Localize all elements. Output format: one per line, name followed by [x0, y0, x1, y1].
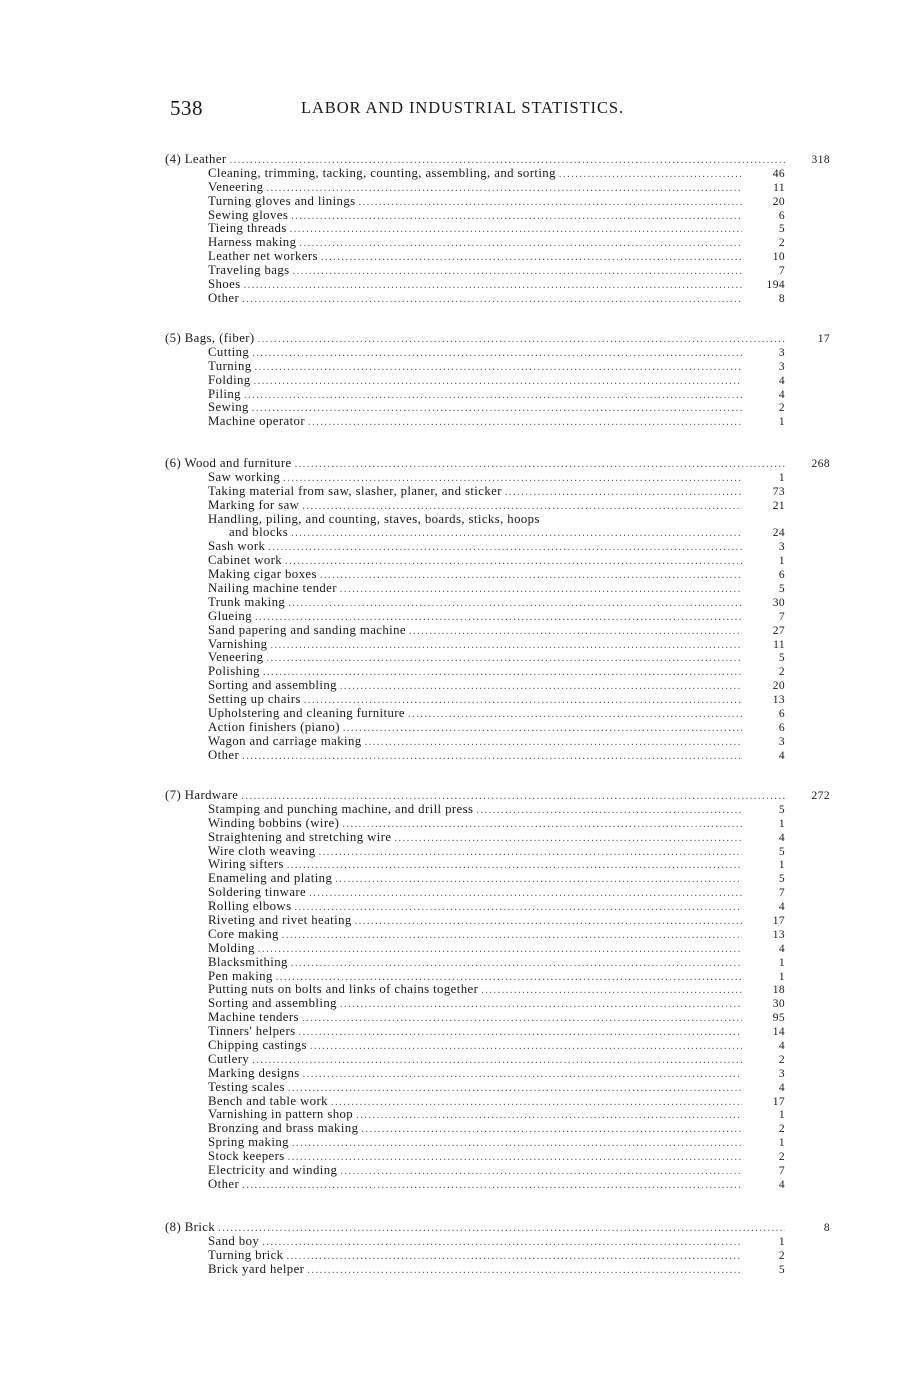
section-heading: (4) Leather — [165, 152, 227, 166]
worker-count: 1 — [778, 555, 785, 568]
table-row — [165, 209, 830, 223]
worker-count: 5 — [778, 223, 785, 236]
section-heading: (6) Wood and furniture — [165, 456, 292, 470]
worker-count: 20 — [772, 195, 785, 208]
dot-leader — [292, 1137, 742, 1151]
section-total: 318 — [811, 154, 830, 166]
occupation-label: Stamping and punching machine, and drill press — [208, 801, 474, 816]
table-row — [165, 388, 830, 402]
dot-leader — [244, 389, 742, 403]
occupation-label: Pen making — [208, 968, 273, 983]
worker-count: 11 — [773, 181, 785, 194]
worker-count: 7 — [778, 887, 785, 900]
worker-count: 4 — [778, 749, 785, 762]
occupation-label: Setting up chairs — [208, 692, 301, 707]
occupation-label: Folding — [208, 372, 251, 387]
dot-leader — [288, 1151, 742, 1165]
worker-count: 4 — [778, 1040, 785, 1053]
table-row — [165, 665, 830, 679]
dot-leader — [294, 901, 742, 915]
section — [165, 153, 830, 306]
dot-leader — [355, 915, 742, 929]
worker-count: 46 — [772, 167, 785, 180]
occupation-label: Spring making — [208, 1135, 289, 1150]
dot-leader — [408, 708, 742, 722]
occupation-label: Sand boy — [208, 1233, 260, 1248]
occupation-label: Core making — [208, 926, 279, 941]
occupation-label: Sash work — [208, 539, 266, 554]
worker-count: 2 — [778, 1249, 785, 1262]
worker-count: 3 — [778, 541, 785, 554]
worker-count: 7 — [778, 610, 785, 623]
table-row — [165, 292, 830, 306]
worker-count: 2 — [778, 1151, 785, 1164]
table-row — [165, 831, 830, 845]
occupation-label: Sewing — [208, 400, 249, 415]
occupation-label: Machine operator — [208, 414, 306, 429]
occupation-label: Glueing — [208, 608, 253, 623]
section-heading-row — [165, 789, 830, 803]
dot-leader — [342, 818, 742, 832]
dot-leader — [262, 1236, 742, 1250]
occupation-label: Wagon and carriage making — [208, 733, 362, 748]
occupation-label: Veneering — [208, 179, 264, 194]
table-row — [165, 1108, 830, 1122]
occupation-label: Trunk making — [208, 594, 286, 609]
table-row-continuation — [165, 526, 830, 540]
worker-count: 5 — [778, 1263, 785, 1276]
occupation-label: Sand papering and sanding machine — [208, 622, 406, 637]
section-heading-row — [165, 1221, 830, 1235]
worker-count: 5 — [778, 845, 785, 858]
section-total: 17 — [817, 333, 830, 345]
table-row — [165, 651, 830, 665]
dot-leader — [285, 555, 742, 569]
worker-count: 14 — [772, 1026, 785, 1039]
occupation-label: Blacksmithing — [208, 954, 288, 969]
table-row — [165, 1122, 830, 1136]
worker-count: 11 — [773, 638, 785, 651]
worker-count: 6 — [778, 721, 785, 734]
occupation-label: Harness making — [208, 235, 297, 250]
section — [165, 789, 830, 1192]
worker-count: 4 — [778, 901, 785, 914]
table-row — [165, 236, 830, 250]
dot-leader — [282, 929, 742, 943]
table-row — [165, 803, 830, 817]
dot-leader — [291, 210, 742, 224]
dot-leader — [331, 1096, 742, 1110]
table-row — [165, 278, 830, 292]
worker-count: 3 — [778, 346, 785, 359]
table-row — [165, 513, 830, 527]
occupation-label: Stock keepers — [208, 1149, 285, 1164]
section-heading-row — [165, 153, 830, 167]
occupation-label: Wiring sifters — [208, 857, 284, 872]
dot-leader — [409, 625, 742, 639]
worker-count: 7 — [778, 1165, 785, 1178]
table-row — [165, 1136, 830, 1150]
table-row — [165, 1011, 830, 1025]
dot-leader — [340, 998, 742, 1012]
worker-count: 4 — [778, 1178, 785, 1191]
worker-count: 73 — [772, 485, 785, 498]
worker-count: 1 — [778, 471, 785, 484]
table-row — [165, 1067, 830, 1081]
occupation-label: Machine tenders — [208, 1010, 299, 1025]
table-row — [165, 817, 830, 831]
dot-leader — [319, 846, 742, 860]
occupation-label: Bench and table work — [208, 1093, 328, 1108]
table-row — [165, 1249, 830, 1263]
section — [165, 1221, 830, 1277]
dot-leader — [307, 1264, 742, 1278]
worker-count: 24 — [772, 527, 785, 540]
occupation-label: Sorting and assembling — [208, 678, 337, 693]
table-row — [165, 471, 830, 485]
dot-leader — [340, 680, 742, 694]
occupation-label: Cleaning, trimming, tacking, counting, assembling, and sorting — [208, 165, 556, 180]
occupation-label: Upholstering and cleaning furniture — [208, 706, 406, 721]
worker-count: 17 — [772, 1095, 785, 1108]
dot-leader — [255, 361, 742, 375]
table-row — [165, 679, 830, 693]
section-heading: (7) Hardware — [165, 788, 239, 802]
dot-leader — [302, 1012, 742, 1026]
table-row — [165, 735, 830, 749]
occupation-label: Turning — [208, 358, 252, 373]
dot-leader — [258, 333, 785, 347]
table-row — [165, 610, 830, 624]
dot-leader — [340, 583, 742, 597]
dot-leader — [218, 1222, 785, 1236]
table-row — [165, 970, 830, 984]
dot-leader — [343, 722, 742, 736]
worker-count: 6 — [778, 708, 785, 721]
table-row — [165, 485, 830, 499]
table-row — [165, 721, 830, 735]
worker-count: 1 — [778, 956, 785, 969]
dot-leader — [291, 527, 742, 541]
worker-count: 5 — [778, 873, 785, 886]
worker-count: 4 — [778, 388, 785, 401]
occupation-label: Taking material from saw, slasher, planer, and sticker — [208, 483, 502, 498]
dot-leader — [365, 736, 742, 750]
occupation-label: Wire cloth weaving — [208, 843, 316, 858]
worker-count: 4 — [778, 374, 785, 387]
worker-count: 10 — [772, 251, 785, 264]
table-row — [165, 872, 830, 886]
table-row — [165, 997, 830, 1011]
worker-count: 5 — [778, 803, 785, 816]
worker-count: 2 — [778, 666, 785, 679]
section-heading: (8) Brick — [165, 1220, 216, 1234]
table-row — [165, 1263, 830, 1277]
section-total: 268 — [811, 458, 830, 470]
worker-count: 3 — [778, 735, 785, 748]
dot-leader — [394, 832, 742, 846]
table-row — [165, 1178, 830, 1192]
dot-leader — [270, 639, 742, 653]
occupation-label: Marking designs — [208, 1065, 300, 1080]
table-row — [165, 360, 830, 374]
worker-count: 6 — [778, 569, 785, 582]
dot-leader — [242, 293, 742, 307]
occupation-label: Turning gloves and linings — [208, 193, 356, 208]
table-row — [165, 554, 830, 568]
dot-leader — [320, 569, 742, 583]
worker-count: 30 — [772, 998, 785, 1011]
worker-count: 194 — [766, 279, 785, 292]
occupation-label: Turning brick — [208, 1247, 284, 1262]
worker-count: 27 — [772, 624, 785, 637]
occupation-label: Other — [208, 290, 240, 305]
section-heading-row — [165, 332, 830, 346]
occupation-label: Making cigar boxes — [208, 567, 317, 582]
occupation-label: Bronzing and brass making — [208, 1121, 359, 1136]
worker-count: 1 — [778, 970, 785, 983]
dot-leader — [476, 804, 742, 818]
occupation-label: Shoes — [208, 277, 241, 292]
table-row — [165, 1164, 830, 1178]
worker-count: 17 — [772, 915, 785, 928]
worker-count: 13 — [772, 928, 785, 941]
occupation-label: Handling, piling, and counting, staves, boards, sticks, hoops — [208, 511, 540, 526]
dot-leader — [481, 984, 742, 998]
worker-count: 2 — [778, 402, 785, 415]
occupation-label: Varnishing in pattern shop — [208, 1107, 354, 1122]
worker-count: 4 — [778, 831, 785, 844]
table-row — [165, 346, 830, 360]
occupation-label: Tieing threads — [208, 221, 287, 236]
dot-leader — [340, 1165, 742, 1179]
worker-count: 21 — [772, 499, 785, 512]
occupation-label: Soldering tinware — [208, 885, 307, 900]
worker-count: 3 — [778, 360, 785, 373]
dot-leader — [287, 859, 742, 873]
dot-leader — [268, 541, 742, 555]
table-row — [165, 1081, 830, 1095]
table-row — [165, 983, 830, 997]
section-total: 8 — [823, 1222, 830, 1234]
occupation-label: Leather net workers — [208, 249, 318, 264]
dot-leader — [242, 1179, 742, 1193]
worker-count: 4 — [778, 1081, 785, 1094]
section — [165, 457, 830, 763]
dot-leader — [252, 402, 742, 416]
table-row — [165, 250, 830, 264]
worker-count: 5 — [778, 652, 785, 665]
table-row — [165, 374, 830, 388]
section-heading: (5) Bags, (fiber) — [165, 331, 255, 345]
table-row — [165, 956, 830, 970]
occupation-label: Varnishing — [208, 636, 268, 651]
table-row — [165, 415, 830, 429]
dot-leader — [361, 1123, 742, 1137]
worker-count: 8 — [778, 292, 785, 305]
dot-leader — [242, 750, 742, 764]
occupation-label: Putting nuts on bolts and links of chains together — [208, 982, 479, 997]
table-row — [165, 1053, 830, 1067]
worker-count: 1 — [778, 1137, 785, 1150]
worker-count: 1 — [778, 1109, 785, 1122]
worker-count: 3 — [778, 1067, 785, 1080]
table-row — [165, 1150, 830, 1164]
table-row — [165, 900, 830, 914]
worker-count: 2 — [778, 237, 785, 250]
table-row — [165, 167, 830, 181]
section-total: 272 — [811, 790, 830, 802]
worker-count: 4 — [778, 942, 785, 955]
occupation-label: Riveting and rivet heating — [208, 913, 352, 928]
occupation-label: Sorting and assembling — [208, 996, 337, 1011]
occupation-label: Electricity and winding — [208, 1163, 338, 1178]
table-row — [165, 942, 830, 956]
dot-leader — [321, 251, 742, 265]
occupation-label: Winding bobbins (wire) — [208, 815, 340, 830]
table-row — [165, 1095, 830, 1109]
worker-count: 6 — [778, 209, 785, 222]
page-number: 538 — [170, 96, 203, 120]
table-row — [165, 1025, 830, 1039]
occupation-label: Cutlery — [208, 1051, 250, 1066]
section — [165, 332, 830, 429]
table-row — [165, 540, 830, 554]
worker-count: 20 — [772, 680, 785, 693]
worker-count: 30 — [772, 596, 785, 609]
occupation-label: Marking for saw — [208, 497, 300, 512]
occupation-label: Polishing — [208, 664, 260, 679]
worker-count: 13 — [772, 694, 785, 707]
table-row — [165, 195, 830, 209]
occupation-label: Piling — [208, 386, 241, 401]
occupation-label: Cutting — [208, 344, 250, 359]
occupation-label: Tinners' helpers — [208, 1024, 296, 1039]
occupation-label: Brick yard helper — [208, 1261, 305, 1276]
worker-count: 95 — [772, 1012, 785, 1025]
occupation-label: Enameling and plating — [208, 871, 333, 886]
occupation-label: Rolling elbows — [208, 899, 292, 914]
worker-count: 18 — [772, 984, 785, 997]
dot-leader — [252, 1054, 742, 1068]
worker-count: 1 — [778, 859, 785, 872]
dot-leader — [559, 168, 742, 182]
dot-leader — [295, 458, 785, 472]
worker-count: 7 — [778, 265, 785, 278]
dot-leader — [290, 223, 742, 237]
worker-count: 5 — [778, 583, 785, 596]
table-row — [165, 624, 830, 638]
dot-leader — [505, 486, 742, 500]
table-row — [165, 638, 830, 652]
occupation-label: Sewing gloves — [208, 207, 289, 222]
dot-leader — [266, 652, 742, 666]
occupation-label: Chipping castings — [208, 1038, 307, 1053]
occupation-label: Traveling bags — [208, 263, 290, 278]
dot-leader — [299, 1026, 743, 1040]
worker-count: 2 — [778, 1053, 785, 1066]
table-row — [165, 499, 830, 513]
table-row — [165, 928, 830, 942]
occupation-label: Straightening and stretching wire — [208, 829, 392, 844]
table-row — [165, 596, 830, 610]
dot-leader — [356, 1109, 742, 1123]
dot-leader — [288, 1082, 742, 1096]
dot-leader — [359, 196, 742, 210]
table-row — [165, 749, 830, 763]
dot-leader — [258, 943, 742, 957]
occupation-label: Cabinet work — [208, 553, 283, 568]
dot-leader — [335, 873, 742, 887]
dot-leader — [299, 237, 742, 251]
dot-leader — [309, 887, 742, 901]
occupation-label: Action finishers (piano) — [208, 719, 340, 734]
worker-count: 1 — [778, 817, 785, 830]
table-row — [165, 181, 830, 195]
table-row — [165, 886, 830, 900]
worker-count: 1 — [778, 1235, 785, 1248]
table-row — [165, 568, 830, 582]
occupation-label: Molding — [208, 940, 255, 955]
dot-leader — [310, 1040, 742, 1054]
dot-leader — [308, 416, 742, 430]
table-row — [165, 693, 830, 707]
running-title: LABOR AND INDUSTRIAL STATISTICS. — [301, 98, 624, 117]
table-row — [165, 858, 830, 872]
table-row — [165, 914, 830, 928]
occupation-label: Other — [208, 747, 240, 762]
dot-leader — [293, 265, 742, 279]
table-row — [165, 1039, 830, 1053]
occupation-label: Testing scales — [208, 1079, 285, 1094]
occupation-label: Nailing machine tender — [208, 581, 337, 596]
dot-leader — [244, 279, 742, 293]
occupation-label-continuation: and blocks — [229, 525, 289, 540]
table-row — [165, 222, 830, 236]
dot-leader — [288, 597, 742, 611]
table-row — [165, 582, 830, 596]
page-header — [170, 96, 730, 126]
worker-count: 2 — [778, 1123, 785, 1136]
occupation-label: Other — [208, 1176, 240, 1191]
dot-leader — [254, 375, 742, 389]
dot-leader — [303, 1068, 742, 1082]
dot-leader — [286, 1250, 742, 1264]
section-heading-row — [165, 457, 830, 471]
dot-leader — [252, 347, 742, 361]
dot-leader — [291, 957, 742, 971]
worker-count: 1 — [778, 416, 785, 429]
table-row — [165, 845, 830, 859]
occupation-label: Veneering — [208, 650, 264, 665]
table-row — [165, 1235, 830, 1249]
table-row — [165, 401, 830, 415]
table-row — [165, 264, 830, 278]
table-row — [165, 707, 830, 721]
occupation-label: Saw working — [208, 469, 281, 484]
